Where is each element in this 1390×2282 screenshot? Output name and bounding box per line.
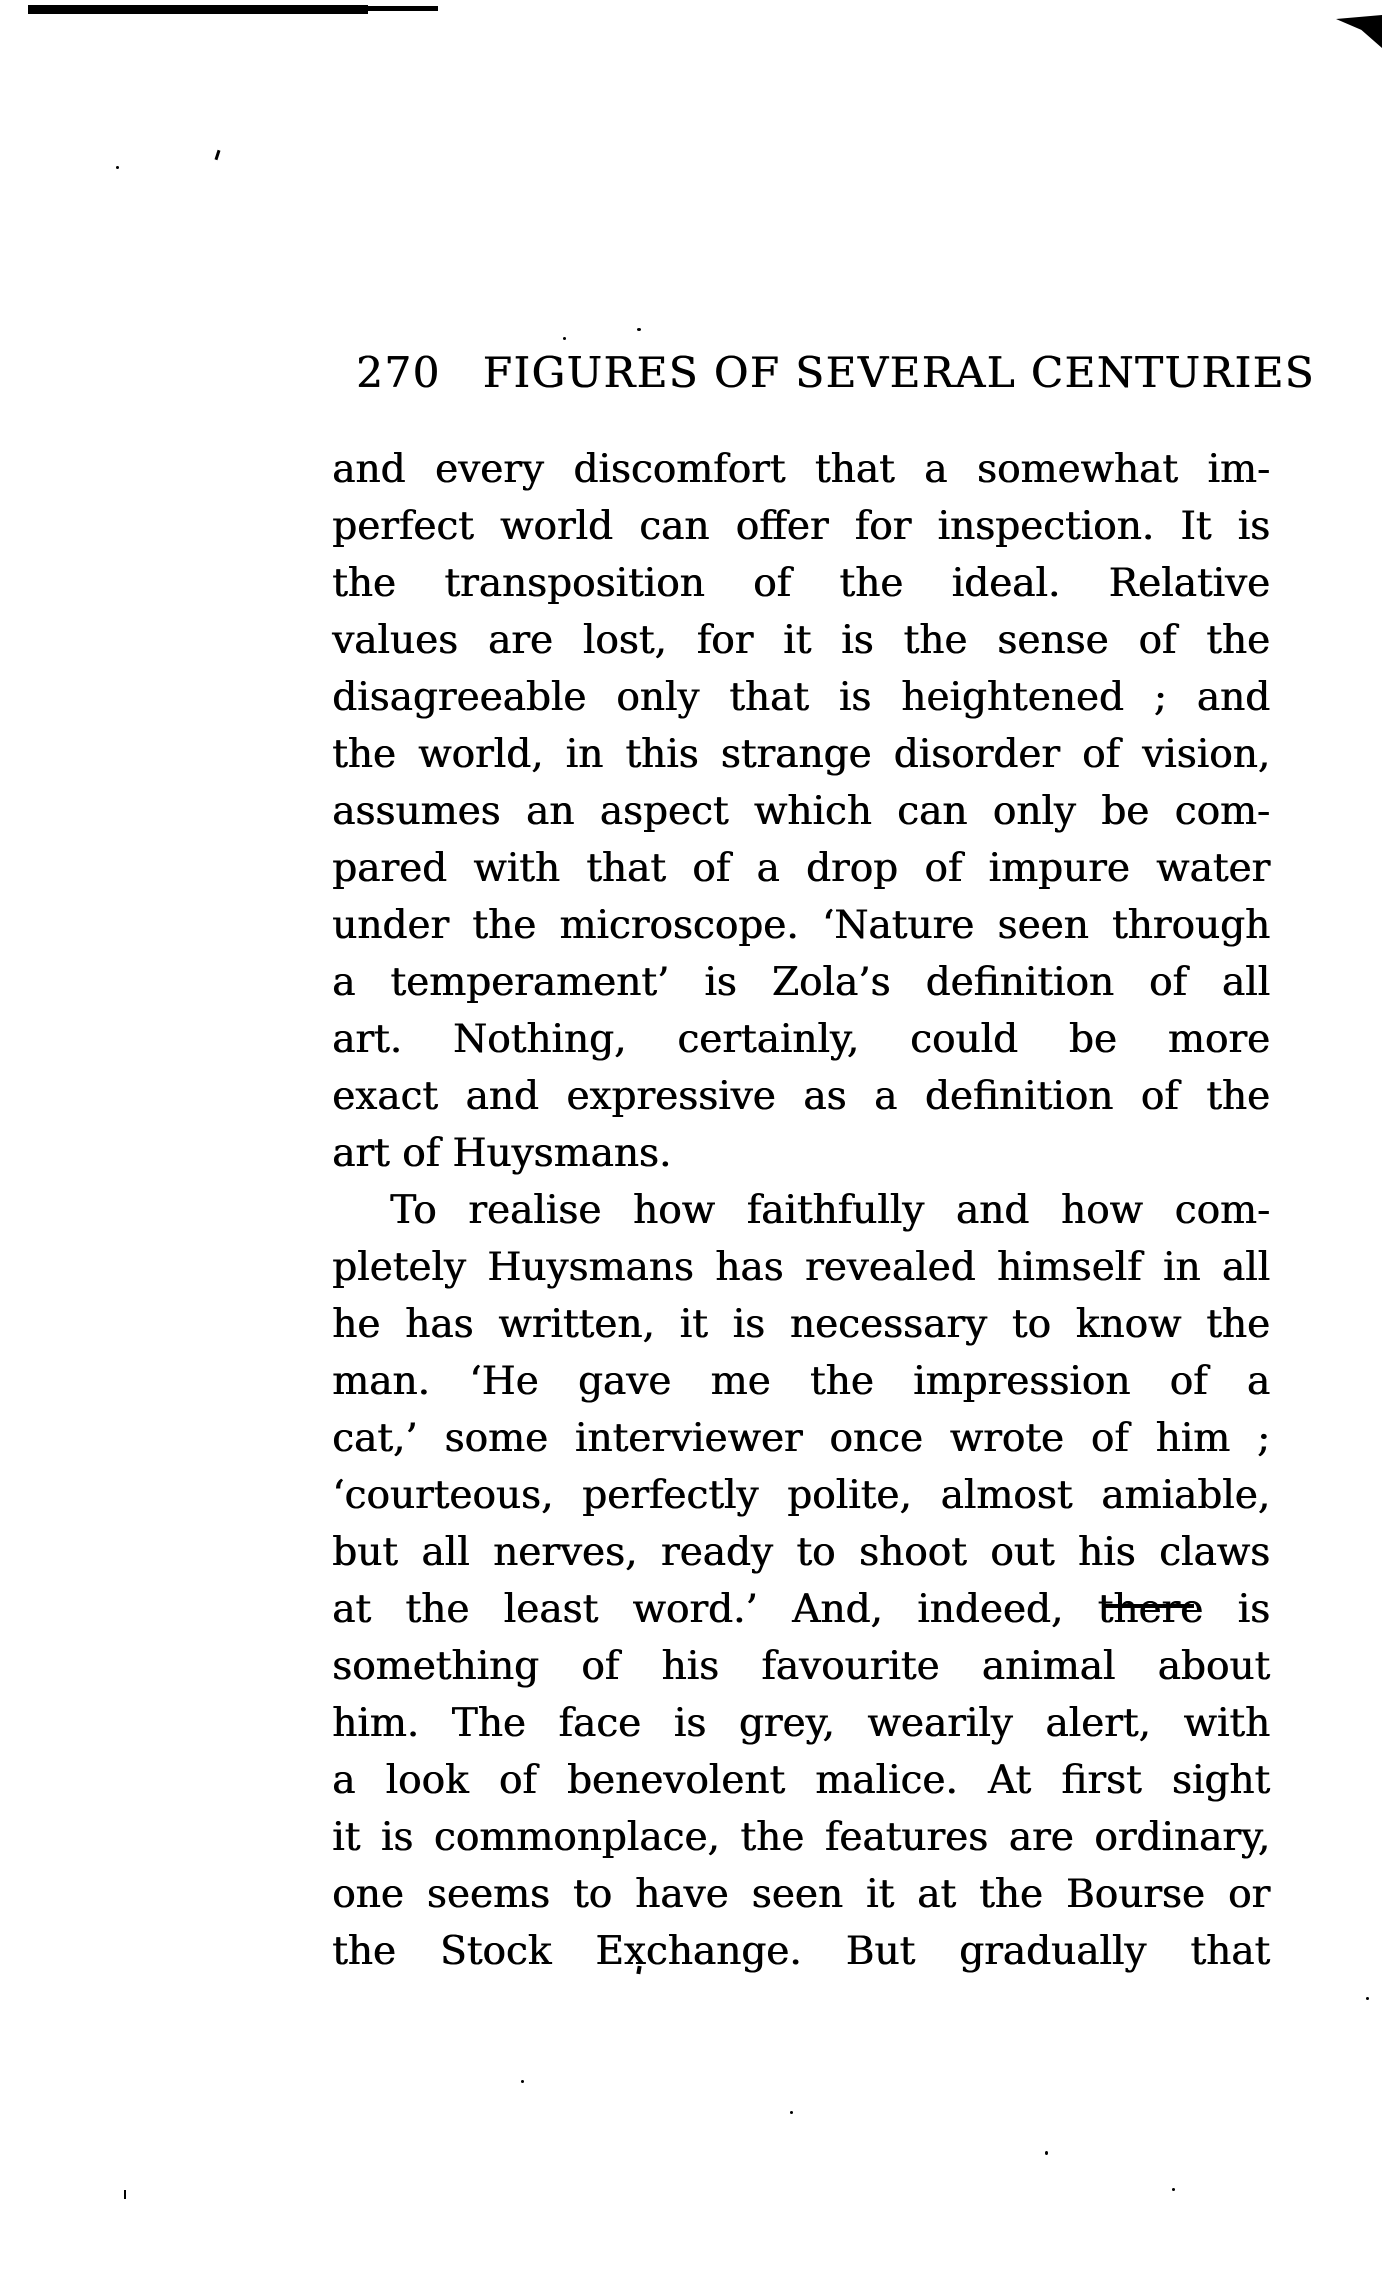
running-head	[356, 348, 1315, 397]
scan-artifact-top-bar-tail	[360, 6, 438, 11]
text-line: art. Nothing, certainly, could be more	[332, 1017, 1270, 1062]
text-line: To realise how faithfully and how com-	[390, 1188, 1270, 1233]
text-line: the transposition of the ideal. Relative	[332, 561, 1270, 606]
ink-speck	[215, 150, 221, 160]
text-line: ‘courteous, perfectly polite, almost amiable,	[332, 1473, 1270, 1518]
text-line: him. The face is grey, wearily alert, with	[332, 1701, 1270, 1746]
scan-artifact-corner-blob	[1336, 15, 1382, 48]
ink-speck	[790, 2111, 793, 2114]
text-line: man. ‘He gave me the impression of a	[332, 1359, 1270, 1404]
text-line: the world, in this strange disorder of vision,	[332, 732, 1270, 777]
text-line: values are lost, for it is the sense of the	[332, 618, 1270, 663]
scan-artifact-top-bar	[28, 5, 368, 14]
text-line: pletely Huysmans has revealed himself in all	[332, 1245, 1270, 1290]
text-line: he has written, it is necessary to know the	[332, 1302, 1270, 1347]
ink-speck	[563, 337, 566, 340]
text-line: cat,’ some interviewer once wrote of him ;	[332, 1416, 1270, 1461]
text-line: a look of benevolent malice. At first sight	[332, 1758, 1270, 1803]
ink-speck	[1172, 2188, 1175, 2191]
text-line: art of Huysmans.	[332, 1131, 672, 1176]
ink-speck	[1045, 2151, 1048, 2155]
text-line: disagreeable only that is heightened ; and	[332, 675, 1270, 720]
ink-speck	[637, 328, 641, 331]
text-line: under the microscope. ‘Nature seen through	[332, 903, 1270, 948]
text-line: a temperament’ is Zola’s definition of all	[332, 960, 1270, 1005]
text-line: exact and expressive as a definition of the	[332, 1074, 1270, 1119]
text-line: it is commonplace, the features are ordinary,	[332, 1815, 1270, 1860]
running-head-title: FIGURES OF SEVERAL CENTURIES	[482, 348, 1315, 397]
text-line: perfect world can offer for inspection. It is	[332, 504, 1270, 549]
ink-speck	[521, 2080, 524, 2083]
text-line: something of his favourite animal about	[332, 1644, 1270, 1689]
ink-speck	[1366, 1997, 1369, 2000]
text-line: but all nerves, ready to shoot out his claws	[332, 1530, 1270, 1575]
text-line: assumes an aspect which can only be com-	[332, 789, 1270, 834]
text-line: at the least word.’ And, indeed, there is	[332, 1587, 1270, 1632]
page-number: 270	[356, 348, 441, 397]
text-line: and every discomfort that a somewhat im-	[332, 447, 1270, 492]
text-line: pared with that of a drop of impure water	[332, 846, 1270, 891]
ink-speck	[116, 166, 119, 169]
text-line: one seems to have seen it at the Bourse or	[332, 1872, 1270, 1917]
text-line: the Stock Exchange. But gradually that	[332, 1929, 1270, 1974]
text-block	[332, 441, 1270, 1980]
ink-speck	[124, 2190, 126, 2199]
